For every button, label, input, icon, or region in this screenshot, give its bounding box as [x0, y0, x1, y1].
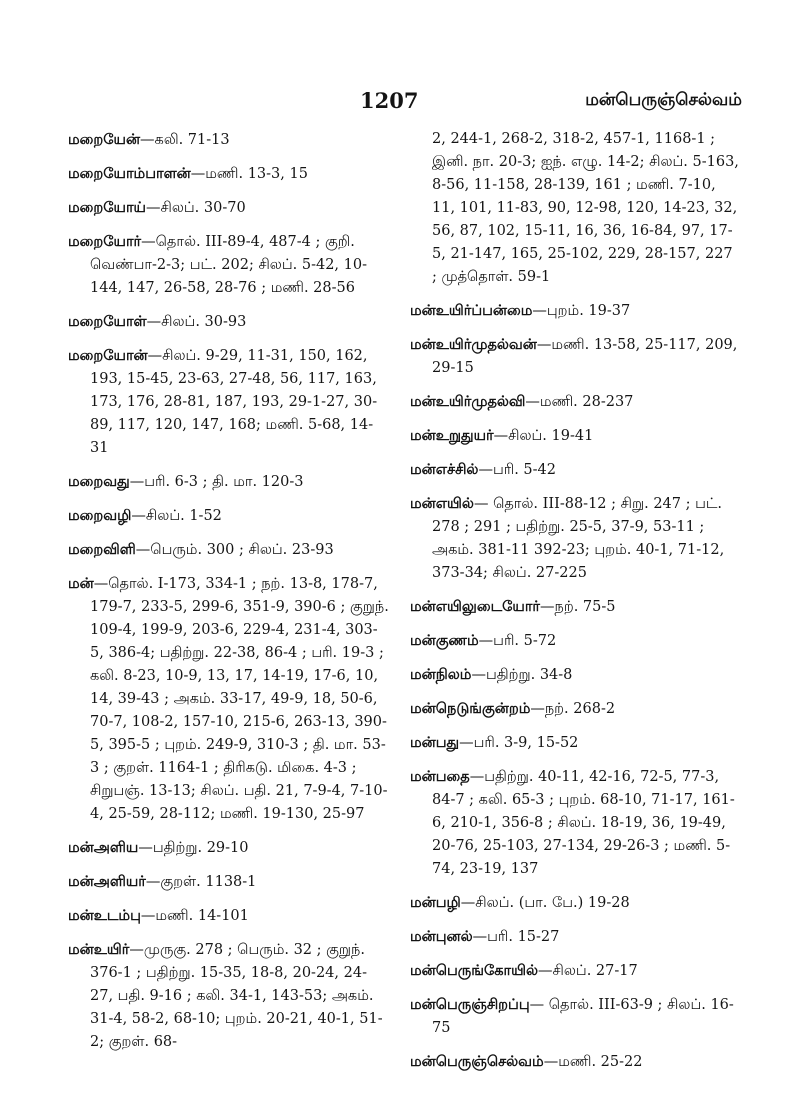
entry-headword: மன்பெருஞ்செல்வம் [410, 1053, 544, 1070]
index-entry [410, 299, 740, 323]
index-entry [410, 959, 740, 983]
index-entry [68, 162, 390, 186]
running-head: மன்பெருஞ்செல்வம் [585, 90, 742, 110]
index-entry [410, 595, 740, 619]
entry-headword: மன்நிலம் [410, 666, 472, 683]
entry-references: —முருகு. 278 ; பெரும். 32 ; குறுந். 376-1 ; பதிற்று. 15-35, 18-8, 20-24, 24-27, பதி. 9-16 ; கலி. 34-1, 143-53; அகம். 31-4, 58-2, 68-10; புறம். 20-21, 40-1, 51-2; குறள். 68- [90, 942, 383, 1050]
entry-references: —மணி. 13-3, 15 [190, 166, 308, 182]
page-header [0, 88, 800, 118]
index-entry [410, 731, 740, 755]
index-entry [68, 230, 390, 300]
entry-headword: மறையோள் [68, 313, 147, 330]
entry-headword: மன் [68, 575, 94, 592]
entry-references: —பரி. 5-42 [478, 462, 556, 478]
index-entry [68, 870, 390, 894]
right-column [410, 128, 740, 1084]
entry-references: —பரி. 15-27 [472, 929, 560, 945]
entry-references: —பரி. 3-9, 15-52 [459, 735, 579, 751]
index-entry [68, 836, 390, 860]
left-column [68, 128, 390, 1064]
index-entry [410, 993, 740, 1040]
index-entry [410, 891, 740, 915]
entry-headword: மன்உடம்பு [68, 907, 141, 924]
index-entry [410, 925, 740, 949]
entry-headword: மன்எயிலுடையோர் [410, 598, 541, 615]
entry-headword: மறையோர் [68, 233, 142, 250]
index-entry [68, 538, 390, 562]
entry-headword: மன்உறுதுயர் [410, 427, 494, 444]
entry-headword: மறைவிளி [68, 541, 136, 558]
entry-references: —சிலப். 27-17 [538, 963, 638, 979]
entry-headword: மன்உயிர்முதல்வன் [410, 336, 537, 353]
index-entry [68, 572, 390, 826]
index-entry [410, 1050, 740, 1074]
entry-headword: மன்உயிர்முதல்வி [410, 393, 526, 410]
entry-headword: மன்நெடுங்குன்றம் [410, 700, 531, 717]
entry-references: —சிலப். (பா. பே.) 19-28 [460, 895, 630, 911]
entry-references: —குறள். 1138-1 [145, 874, 257, 890]
entry-headword: மறையோன் [68, 347, 148, 364]
entry-headword: மன்அளிய [68, 839, 139, 856]
entry-references: —சிலப். 30-70 [146, 200, 246, 216]
index-entry [68, 128, 390, 152]
entry-headword: மன்உயிர் [68, 941, 130, 958]
entry-references: —பதிற்று. 29-10 [138, 840, 249, 856]
index-entry [410, 390, 740, 414]
entry-references: —மணி. 28-237 [525, 394, 634, 410]
index-entry [68, 310, 390, 334]
entry-references: —நற். 75-5 [540, 599, 616, 615]
entry-headword: மன்பெருஞ்சிறப்பு [410, 996, 530, 1013]
index-entry [68, 504, 390, 528]
entry-headword: மன்எயில் [410, 495, 474, 512]
entry-headword: மன்பெருங்கோயில் [410, 962, 539, 979]
index-entry [410, 424, 740, 448]
entry-references: —சிலப். 9-29, 11-31, 150, 162, 193, 15-45, 23-63, 27-48, 56, 117, 163, 173, 176, 28-81, 187, 193, 29-1-27, 30-89, 117, 120, 147, 168; மணி. 5-68, 14-31 [90, 348, 378, 456]
entry-continuation: 2, 244-1, 268-2, 318-2, 457-1, 1168-1 ; இனி. நா. 20-3; ஐந். எழு. 14-2; சிலப். 5-163, 8-56, 11-158, 28-139, 161 ; மணி. 7-10, 11, 101, 11-83, 90, 12-98, 120, 14-23, 32, 56, 87, 102, 15-11, 16, 36, 16-84, 97, 17-5, 21-147, 165, 25-102, 229, 28-157, 227 ; முத்தொள். 59-1 [432, 131, 739, 285]
entry-references: — தொல். III-88-12 ; சிறு. 247 ; பட். 278 ; 291 ; பதிற்று. 25-5, 37-9, 53-11 ; அகம். 381-11 392-23; புறம். 40-1, 71-12, 373-34; சிலப். 27-225 [432, 496, 725, 581]
index-entry [68, 904, 390, 928]
entry-headword: மன்எச்சில் [410, 461, 479, 478]
index-entry [410, 492, 740, 585]
entry-references: —மணி. 14-101 [140, 908, 249, 924]
entry-references: —சிலப். 30-93 [146, 314, 247, 330]
entry-references: —நற். 268-2 [530, 701, 616, 717]
entry-references: — தொல். III-63-9 ; சிலப். 16-75 [432, 997, 734, 1036]
entry-headword: மன்பது [410, 734, 460, 751]
entry-references: —தொல். I-173, 334-1 ; நற். 13-8, 178-7, 179-7, 233-5, 299-6, 351-9, 390-6 ; குறுந். 109-4, 199-9, 203-6, 229-4, 231-4, 303-5, 386-4; பதிற்று. 22-38, 86-4 ; பரி. 19-3 ; கலி. 8-23, 10-9, 13, 17, 14-19, 17-6, 10, 14, 39-43 ; அகம். 33-17, 49-9, 18, 50-6, 70-7, 108-2, 157-10, 215-6, 263-13, 390-5, 395-5 ; புறம். 249-9, 310-3 ; தி. மா. 53-3 ; குறள். 1164-1 ; திரிகடு. மிகை. 4-3 ; சிறுபஞ். 13-13; சிலப். பதி. 21, 7-9-4, 7-10-4, 25-59, 28-112; மணி. 19-130, 25-97 [90, 576, 389, 822]
index-entry [410, 663, 740, 687]
entry-references: —சிலப். 1-52 [131, 508, 222, 524]
entry-references: —பரி. 6-3 ; தி. மா. 120-3 [129, 474, 304, 490]
entry-headword: மறைவழி [68, 507, 132, 524]
index-entry [410, 765, 740, 881]
entry-references: —பதிற்று. 34-8 [471, 667, 573, 683]
entry-headword: மன்பழி [410, 894, 461, 911]
entry-references: —சிலப். 19-41 [493, 428, 594, 444]
entry-headword: மன்குணம் [410, 632, 479, 649]
entry-references: —புறம். 19-37 [532, 303, 631, 319]
entry-references: —மணி. 25-22 [543, 1054, 643, 1070]
entry-references: —கலி. 71-13 [140, 132, 230, 148]
index-entry [410, 629, 740, 653]
index-entry [410, 697, 740, 721]
index-entry [410, 333, 740, 380]
entry-headword: மன்புனல் [410, 928, 473, 945]
index-entry [68, 196, 390, 220]
entry-references: —மணி. 13-58, 25-117, 209, 29-15 [432, 337, 738, 376]
entry-headword: மறையோம்பாளன் [68, 165, 191, 182]
index-entry [410, 458, 740, 482]
entry-references: —பதிற்று. 40-11, 42-16, 72-5, 77-3, 84-7 ; கலி. 65-3 ; புறம். 68-10, 71-17, 161-6, 210-1, 356-8 ; சிலப். 18-19, 36, 19-49, 20-76, 25-103, 27-134, 29-26-3 ; மணி. 5-74, 23-19, 137 [432, 769, 735, 877]
entry-references: —பெரும். 300 ; சிலப். 23-93 [135, 542, 334, 558]
index-entry [68, 938, 390, 1054]
index-entry [68, 344, 390, 460]
entry-headword: மன்உயிர்ப்பன்மை [410, 302, 533, 319]
entry-references: —பரி. 5-72 [478, 633, 557, 649]
entry-headword: மன்பதை [410, 768, 470, 785]
entry-headword: மன்அளியர் [68, 873, 146, 890]
index-entry [68, 470, 390, 494]
entry-headword: மறையோய் [68, 199, 146, 216]
page-number: 1207 [360, 88, 419, 113]
entry-headword: மறைவது [68, 473, 130, 490]
entry-headword: மறையேன் [68, 131, 141, 148]
entry-references: —தொல். III-89-4, 487-4 ; குறி. வெண்பா-2-3; பட். 202; சிலப். 5-42, 10-144, 147, 26-58, 28-76 ; மணி. 28-56 [90, 234, 367, 296]
